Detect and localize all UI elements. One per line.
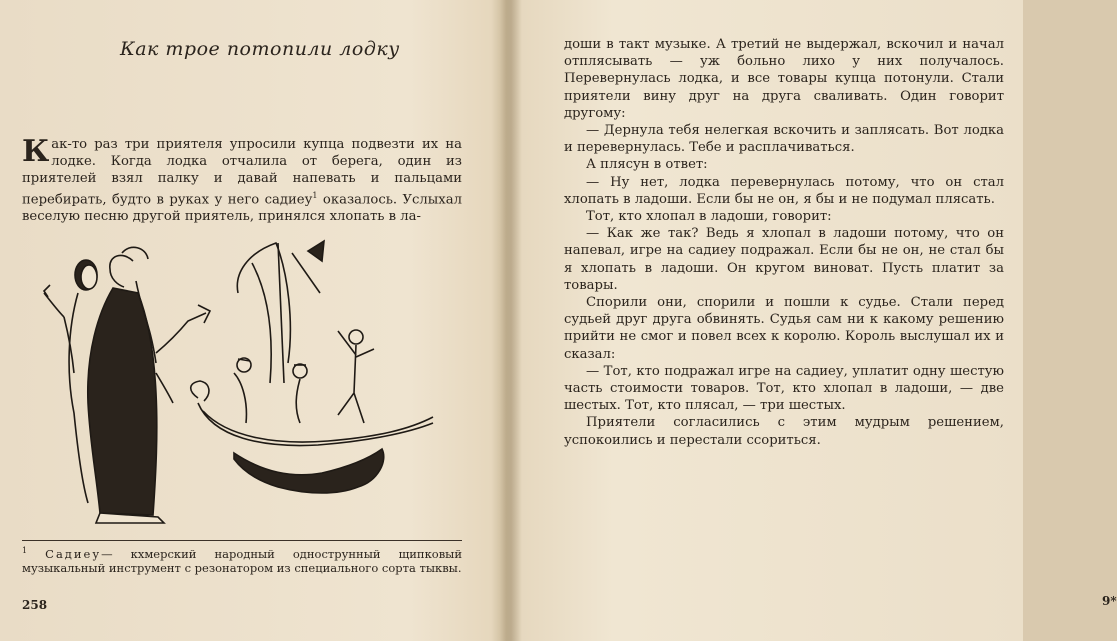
paragraph-text: ак-то раз три приятеля упросили купца подвезти их на лодке. Когда лодка отчалила от берега, один из приятелей взял палку и давай напевать и пальцами перебирать, будто в руках у него садиеу xyxy=(22,137,462,208)
paragraph-text-end: оказалось. Услыхал веселую песню другой приятель, принялся хлопать в ла- xyxy=(22,192,462,225)
footnote-number: 1 xyxy=(22,546,28,555)
paragraph-8: — Тот, кто подражал игре на садиеу, уплатит одну шестую часть стоимости товаров. Тот, кто хлопал в ладоши, — две шестых. Тот, кто плясал, — три шестых. xyxy=(564,363,1004,414)
story-illustration xyxy=(38,233,448,528)
paragraph-9: Приятели согласились с этим мудрым решением, успокоились и перестали ссориться. xyxy=(564,415,1004,448)
paragraph-5: Тот, кто хлопал в ладоши, говорит: xyxy=(586,209,832,225)
left-page-number: 258 xyxy=(22,598,48,612)
figures-drawing xyxy=(44,247,210,523)
footnote-marker: 1 xyxy=(312,191,318,200)
footnote-term: Садиеу xyxy=(45,546,102,561)
right-page xyxy=(518,0,1117,641)
story-title: Как трое потопили лодку xyxy=(120,38,400,60)
paragraph-2: — Дернула тебя нелегкая вскочить и заплясать. Вот лодка и перевернулась. Тебе и расплачиваться. xyxy=(564,123,1004,156)
paragraph-6: — Как же так? Ведь я хлопал в ладоши потому, что он напевал, игре на садиеу подражал. Если бы не он, не стал бы я хлопать в ладоши. Он кругом виноват. Пусть платит за товары. xyxy=(564,226,1004,293)
drop-cap: К xyxy=(22,134,50,169)
boat-drawing xyxy=(191,241,433,493)
footnote-text: — кхмерский народный однострунный щипковый музыкальный инструмент с резонатором из специального сорта тыквы. xyxy=(22,546,462,575)
paragraph-1: доши в такт музыке. А третий не выдержал, вскочил и начал отплясывать — уж больно лихо у них получалось. Перевернулась лодка, и все товары купца потонули. Стали приятели вину друг на друга сваливать. Один говорит другому: xyxy=(564,37,1004,121)
paragraph-7: Спорили они, спорили и пошли к судье. Стали перед судьей друг друга обвинять. Судья сам ни к какому решению прийти не смог и повел всех к королю. Король выслушал их и сказал: xyxy=(564,295,1004,362)
left-page xyxy=(0,0,505,641)
paragraph-4: — Ну нет, лодка перевернулась потому, что он стал хлопать в ладоши. Если бы не он, я бы и не подумал плясать. xyxy=(564,174,1004,207)
right-page-number: 9* xyxy=(1102,594,1117,608)
opening-paragraph xyxy=(22,136,462,225)
right-page-text xyxy=(564,36,1004,449)
paragraph-3: А плясун в ответ: xyxy=(586,157,708,173)
footnote xyxy=(22,540,462,575)
